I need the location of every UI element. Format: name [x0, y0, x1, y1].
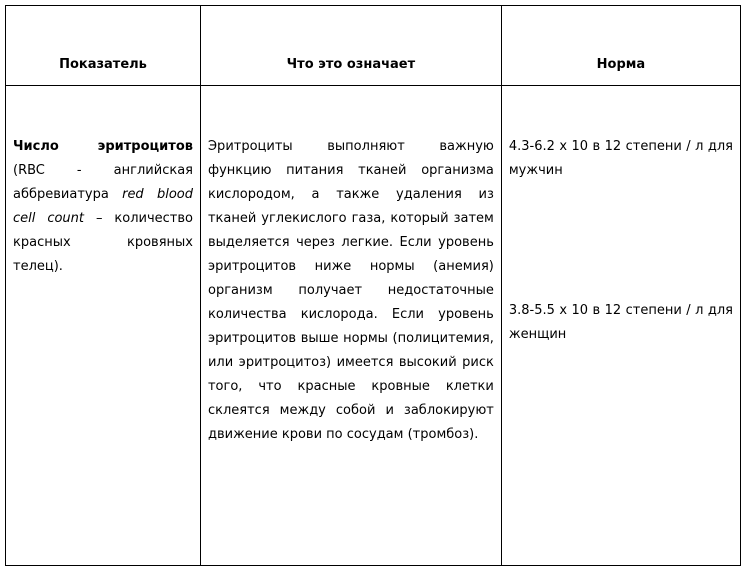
table-header-row — [6, 6, 741, 86]
table-row — [6, 86, 741, 566]
norm-women: 3.8-5.5 х 10 в 12 степени / л для женщин — [508, 303, 733, 342]
norm-men: 4.3-6.2 х 10 в 12 степени / л для мужчин — [508, 139, 733, 178]
meaning-cell: Эритроциты выполняют важную функцию питания тканей организма кислородом, а также удаления из тканей углекислого газа, который затем выделяется через легкие. Если уровень эритроцитов ниже нормы (анемия) организм получает недостаточные количества кислорода. Если уровень эритроцитов выше нормы (полицитемия, или эритроцитоз) имеется высокий риск того, что красные кровные клетки склеятся между собой и заблокируют движение крови по сосудам (тромбоз). — [200, 86, 501, 566]
header-indicator: Показатель — [6, 6, 201, 86]
blood-test-table — [5, 5, 741, 566]
header-meaning: Что это означает — [200, 6, 501, 86]
indicator-desc-italic: red blood cell count — [13, 187, 193, 226]
header-norm: Норма — [501, 6, 740, 86]
indicator-desc: (RBC - английская аббревиатура — [13, 163, 193, 202]
indicator-cell — [6, 86, 201, 566]
indicator-desc-end: – количество красных кровяных телец). — [13, 211, 193, 274]
indicator-title: Число эритроцитов — [13, 139, 193, 154]
norm-cell — [501, 86, 740, 566]
